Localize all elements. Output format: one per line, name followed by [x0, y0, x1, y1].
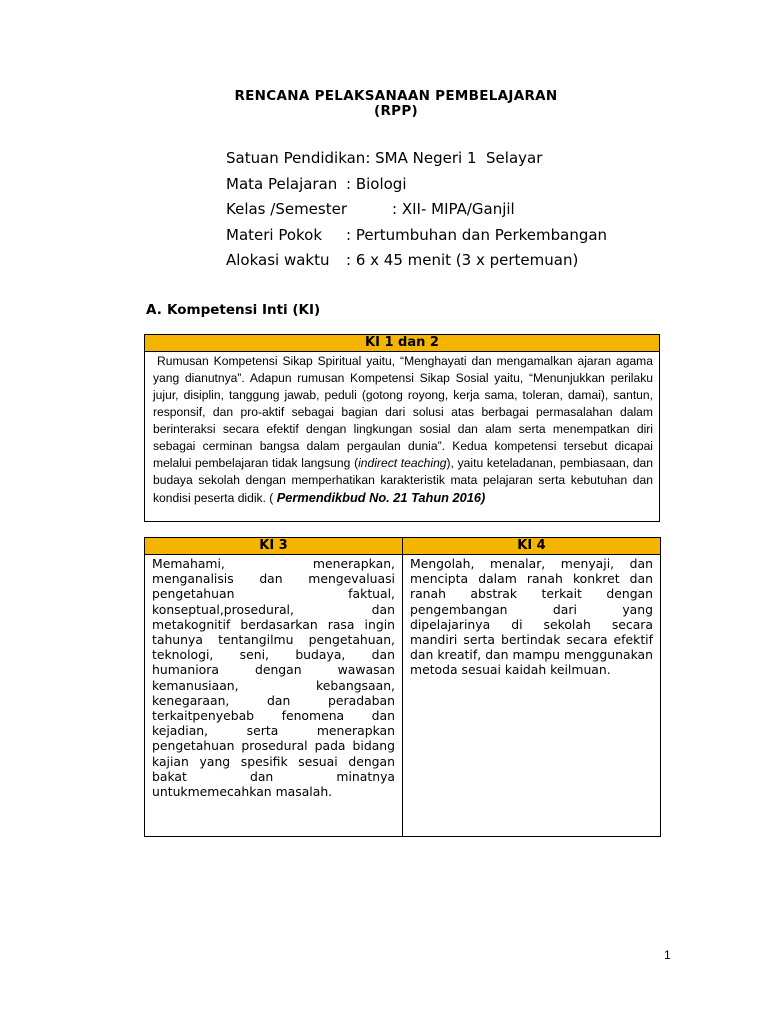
mata-pelajaran-row [226, 174, 607, 200]
alokasi-waktu-value: : 6 x 45 menit (3 x pertemuan) [346, 251, 579, 269]
page-number: 1 [664, 948, 671, 962]
mata-pelajaran-value: : Biologi [346, 174, 407, 193]
ki-3-cell: Memahami, menerapkan, menganalisis dan mengevaluasi pengetahuan faktual, konseptual,prosedural, dan metakognitif berdasarkan rasa ingin tahunya tentangilmu pengetahuan, teknologi, seni, budaya, dan humaniora dengan wawasan kemanusiaan, kebangsaan, kenegaraan, dan peradaban terkaitpenyebab fenomena dan kejadian, serta menerapkan pengetahuan prosedural pada bidang kajian yang spesifik sesuai dengan bakat dan minatnya untukmemecahkan masalah. [145, 555, 403, 837]
ki-3-4-table [144, 537, 661, 837]
document-subtitle: (RPP) [373, 103, 419, 119]
satuan-pendidikan-row [226, 148, 607, 174]
identity-block [226, 148, 607, 276]
ki-4-cell: Mengolah, menalar, menyaji, dan mencipta dalam ranah konkret dan ranah abstrak terkait dengan pengembangan dari yang dipelajarinya di sekolah secara mandiri serta bertindak secara efektif dan kreatif, dan mampu menggunakan metoda sesuai kaidah keilmuan. [403, 555, 661, 837]
section-a-heading [146, 301, 320, 319]
satuan-pendidikan-value: : SMA Negeri 1 Selayar [365, 149, 543, 167]
ki-1-2-text [153, 353, 653, 507]
ki-1-2-cell [145, 352, 660, 522]
materi-pokok-label: Materi Pokok [226, 225, 323, 244]
ki-1-2-table [144, 334, 660, 522]
ki-1-2-text-part2: ), yaitu keteladanan, pembiasaan, dan budaya sekolah dengan memperhatikan karakteristik mata pelajaran serta kebutuhan dan kondisi peserta didik. ( [153, 456, 653, 505]
materi-pokok-value: : Pertumbuhan dan Perkembangan [346, 225, 608, 244]
ki-4-header: KI 4 [403, 538, 661, 555]
ki-3-header: KI 3 [145, 538, 403, 555]
alokasi-waktu-label: Alokasi waktu [226, 251, 330, 269]
ki-1-2-reference: Permendikbud No. 21 Tahun 2016) [276, 490, 486, 505]
section-a-title: Kompetensi Inti (KI) [167, 302, 321, 318]
ki-1-2-text-part1: Rumusan Kompetensi Sikap Spiritual yaitu, “Menghayati dan mengamalkan ajaran agama yang dianutnya”. Adapun rumusan Kompetensi Sikap Sosial yaitu, “Menunjukkan perilaku jujur, disiplin, tanggung jawab, peduli (gotong royong, kerja sama, toleran, damai), santun, responsif, dan pro-aktif sebagai bagian dari solusi atas berbagai permasalahan dalam berinteraksi secara efektif dengan lingkungan sosial dan alam serta menempatkan diri sebagai cerminan bangsa dalam pergaulan dunia”. Kedua kompetensi tersebut dicapai melalui pembelajaran tidak langsung ( [153, 354, 653, 470]
kelas-semester-row [226, 199, 607, 225]
satuan-pendidikan-label: Satuan Pendidikan [226, 149, 366, 167]
materi-pokok-row [226, 225, 607, 251]
ki-1-2-header: KI 1 dan 2 [145, 335, 660, 352]
ki-1-2-italic-term: indirect teaching [358, 456, 447, 470]
kelas-semester-label: Kelas /Semester [226, 200, 347, 218]
mata-pelajaran-label: Mata Pelajaran [226, 174, 338, 193]
section-a-letter: A. [146, 302, 162, 318]
alokasi-waktu-row [226, 250, 607, 276]
kelas-semester-value: : XII- MIPA/Ganjil [392, 200, 515, 218]
document-title: RENCANA PELAKSANAAN PEMBELAJARAN [234, 88, 558, 104]
